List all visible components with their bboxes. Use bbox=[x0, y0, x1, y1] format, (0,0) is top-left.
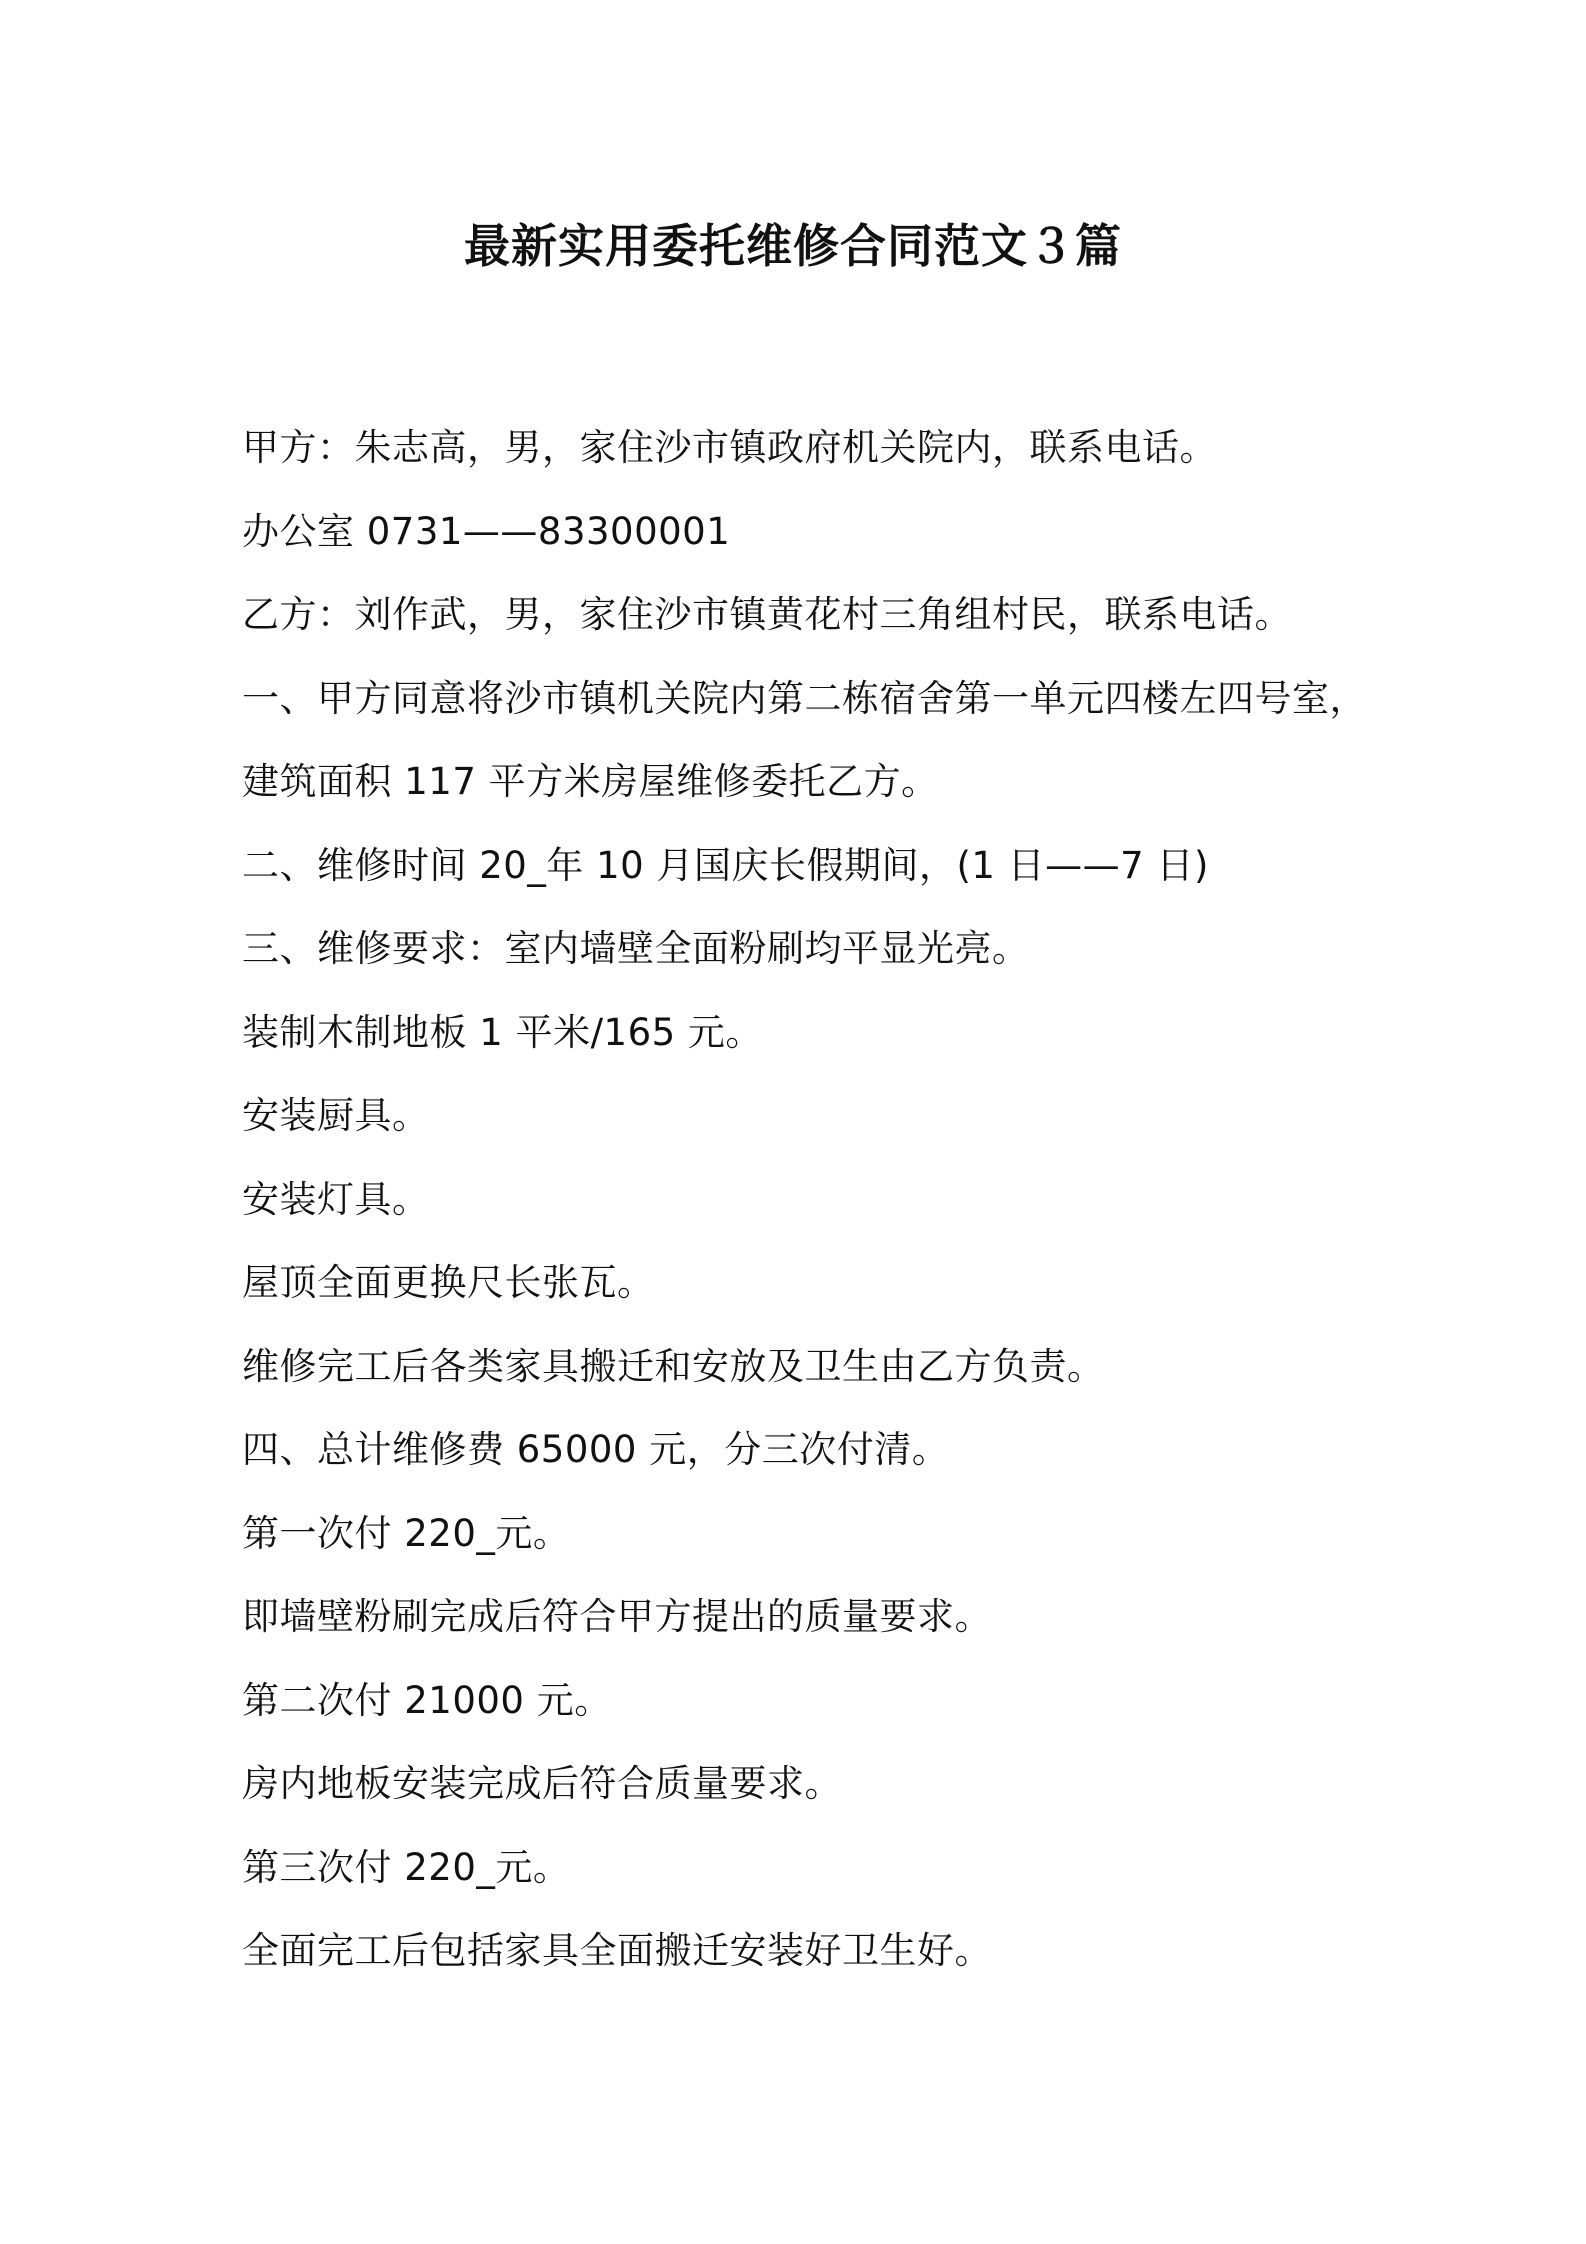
paragraph-payment-3: 第三次付 220_元。 bbox=[242, 1845, 571, 1889]
paragraph-payment-3-condition: 全面完工后包括家具全面搬迁安装好卫生好。 bbox=[242, 1929, 992, 1972]
paragraph-clause-1-area: 建筑面积 117 平方米房屋维修委托乙方。 bbox=[242, 760, 939, 803]
document-title: 最新实用委托维修合同范文３篇 bbox=[464, 219, 1122, 273]
paragraph-payment-1-condition: 即墙壁粉刷完成后符合甲方提出的质量要求。 bbox=[242, 1595, 992, 1638]
paragraph-party-b: 乙方：刘作武，男，家住沙市镇黄花村三角组村民，联系电话。 bbox=[242, 593, 1292, 636]
document-body bbox=[242, 406, 1422, 1993]
paragraph-clause-2-time: 二、维修时间 20_年 10 月国庆长假期间，(1 日——7 日) bbox=[242, 843, 1209, 887]
paragraph-payment-2: 第二次付 21000 元。 bbox=[242, 1678, 612, 1722]
paragraph-kitchen: 安装厨具。 bbox=[242, 1094, 430, 1137]
paragraph-party-a: 甲方：朱志高，男，家住沙市镇政府机关院内，联系电话。 bbox=[242, 426, 1217, 469]
paragraph-office-phone: 办公室 0731——83300001 bbox=[242, 509, 731, 553]
paragraph-furniture: 维修完工后各类家具搬迁和安放及卫生由乙方负责。 bbox=[242, 1344, 1105, 1388]
paragraph-clause-4-fee: 四、总计维修费 65000 元，分三次付清。 bbox=[242, 1428, 950, 1471]
paragraph-lighting: 安装灯具。 bbox=[242, 1177, 430, 1221]
paragraph-clause-3-requirements: 三、维修要求：室内墙壁全面粉刷均平显光亮。 bbox=[242, 927, 1030, 970]
paragraph-payment-1: 第一次付 220_元。 bbox=[242, 1511, 571, 1555]
paragraph-flooring: 装制木制地板 1 平米/165 元。 bbox=[242, 1010, 763, 1054]
paragraph-payment-2-condition: 房内地板安装完成后符合质量要求。 bbox=[242, 1762, 842, 1805]
paragraph-clause-1: 一、甲方同意将沙市镇机关院内第二栋宿舍第一单元四楼左四号室， bbox=[242, 676, 1367, 720]
paragraph-roof: 屋顶全面更换尺长张瓦。 bbox=[242, 1261, 655, 1304]
